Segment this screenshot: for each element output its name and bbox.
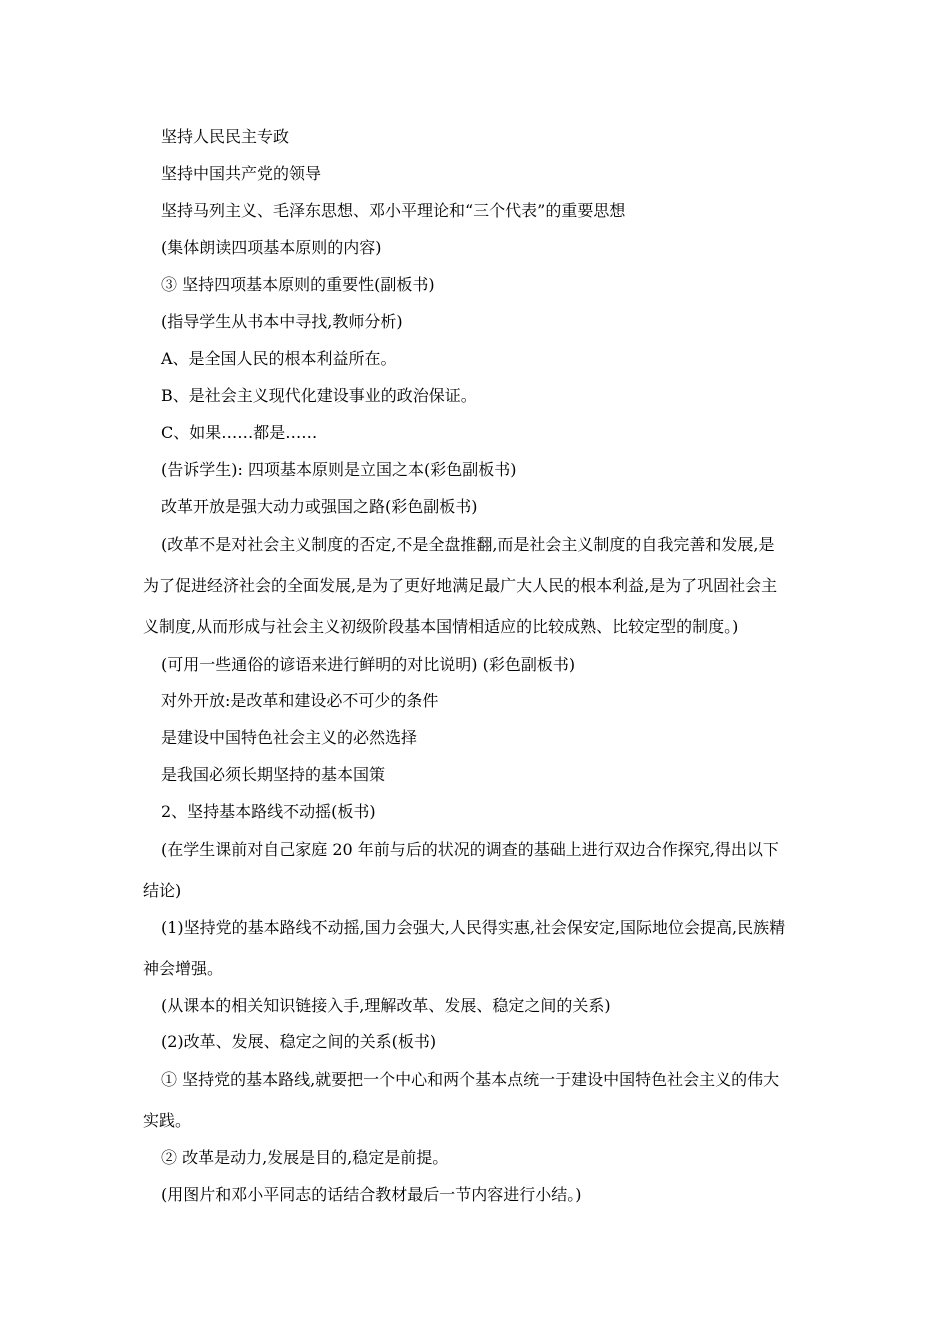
text-line: A、是全国人民的根本利益所在。 <box>161 349 397 368</box>
text-line: (用图片和邓小平同志的话结合教材最后一节内容进行小结。) <box>161 1185 582 1204</box>
text-line: (1)坚持党的基本路线不动摇,国力会强大,人民得实惠,社会保安定,国际地位会提高,民族精 <box>161 918 786 937</box>
text-line: 义制度,从而形成与社会主义初级阶段基本国情相适应的比较成熟、比较定型的制度。) <box>143 617 739 636</box>
text-line: 改革开放是强大动力或强国之路(彩色副板书) <box>161 497 478 516</box>
text-line: (2)改革、发展、稳定之间的关系(板书) <box>161 1032 437 1051</box>
text-line: 对外开放:是改革和建设必不可少的条件 <box>161 691 439 710</box>
text-line: ② 改革是动力,发展是目的,稳定是前提。 <box>161 1148 449 1167</box>
text-line: (从课本的相关知识链接入手,理解改革、发展、稳定之间的关系) <box>161 996 611 1015</box>
text-line: C、如果……都是…… <box>161 423 318 442</box>
text-line: (指导学生从书本中寻找,教师分析) <box>161 312 403 331</box>
text-line: 为了促进经济社会的全面发展,是为了更好地满足最广大人民的根本利益,是为了巩固社会主 <box>143 576 778 595</box>
text-line: B、是社会主义现代化建设事业的政治保证。 <box>161 386 477 405</box>
text-line: 坚持人民民主专政 <box>161 127 290 146</box>
text-line: (告诉学生): 四项基本原则是立国之本(彩色副板书) <box>161 460 517 479</box>
text-line: (集体朗读四项基本原则的内容) <box>161 238 382 257</box>
text-line: 坚持马列主义、毛泽东思想、邓小平理论和“三个代表”的重要思想 <box>161 201 626 220</box>
text-line: (可用一些通俗的谚语来进行鲜明的对比说明) (彩色副板书) <box>161 655 576 674</box>
text-line: 2、坚持基本路线不动摇(板书) <box>161 802 376 821</box>
text-line: (在学生课前对自己家庭 20 年前与后的状况的调查的基础上进行双边合作探究,得出以下 <box>161 840 779 859</box>
text-line: 结论) <box>143 881 182 900</box>
text-line: ③ 坚持四项基本原则的重要性(副板书) <box>161 275 435 294</box>
text-line: (改革不是对社会主义制度的否定,不是全盘推翻,而是社会主义制度的自我完善和发展,是 <box>161 535 775 554</box>
text-line: 坚持中国共产党的领导 <box>161 164 322 183</box>
text-line: 是建设中国特色社会主义的必然选择 <box>161 728 418 747</box>
text-line: 是我国必须长期坚持的基本国策 <box>161 765 386 784</box>
text-line: ① 坚持党的基本路线,就要把一个中心和两个基本点统一于建设中国特色社会主义的伟大 <box>161 1070 780 1089</box>
text-line: 神会增强。 <box>143 959 224 978</box>
text-line: 实践。 <box>143 1111 192 1130</box>
